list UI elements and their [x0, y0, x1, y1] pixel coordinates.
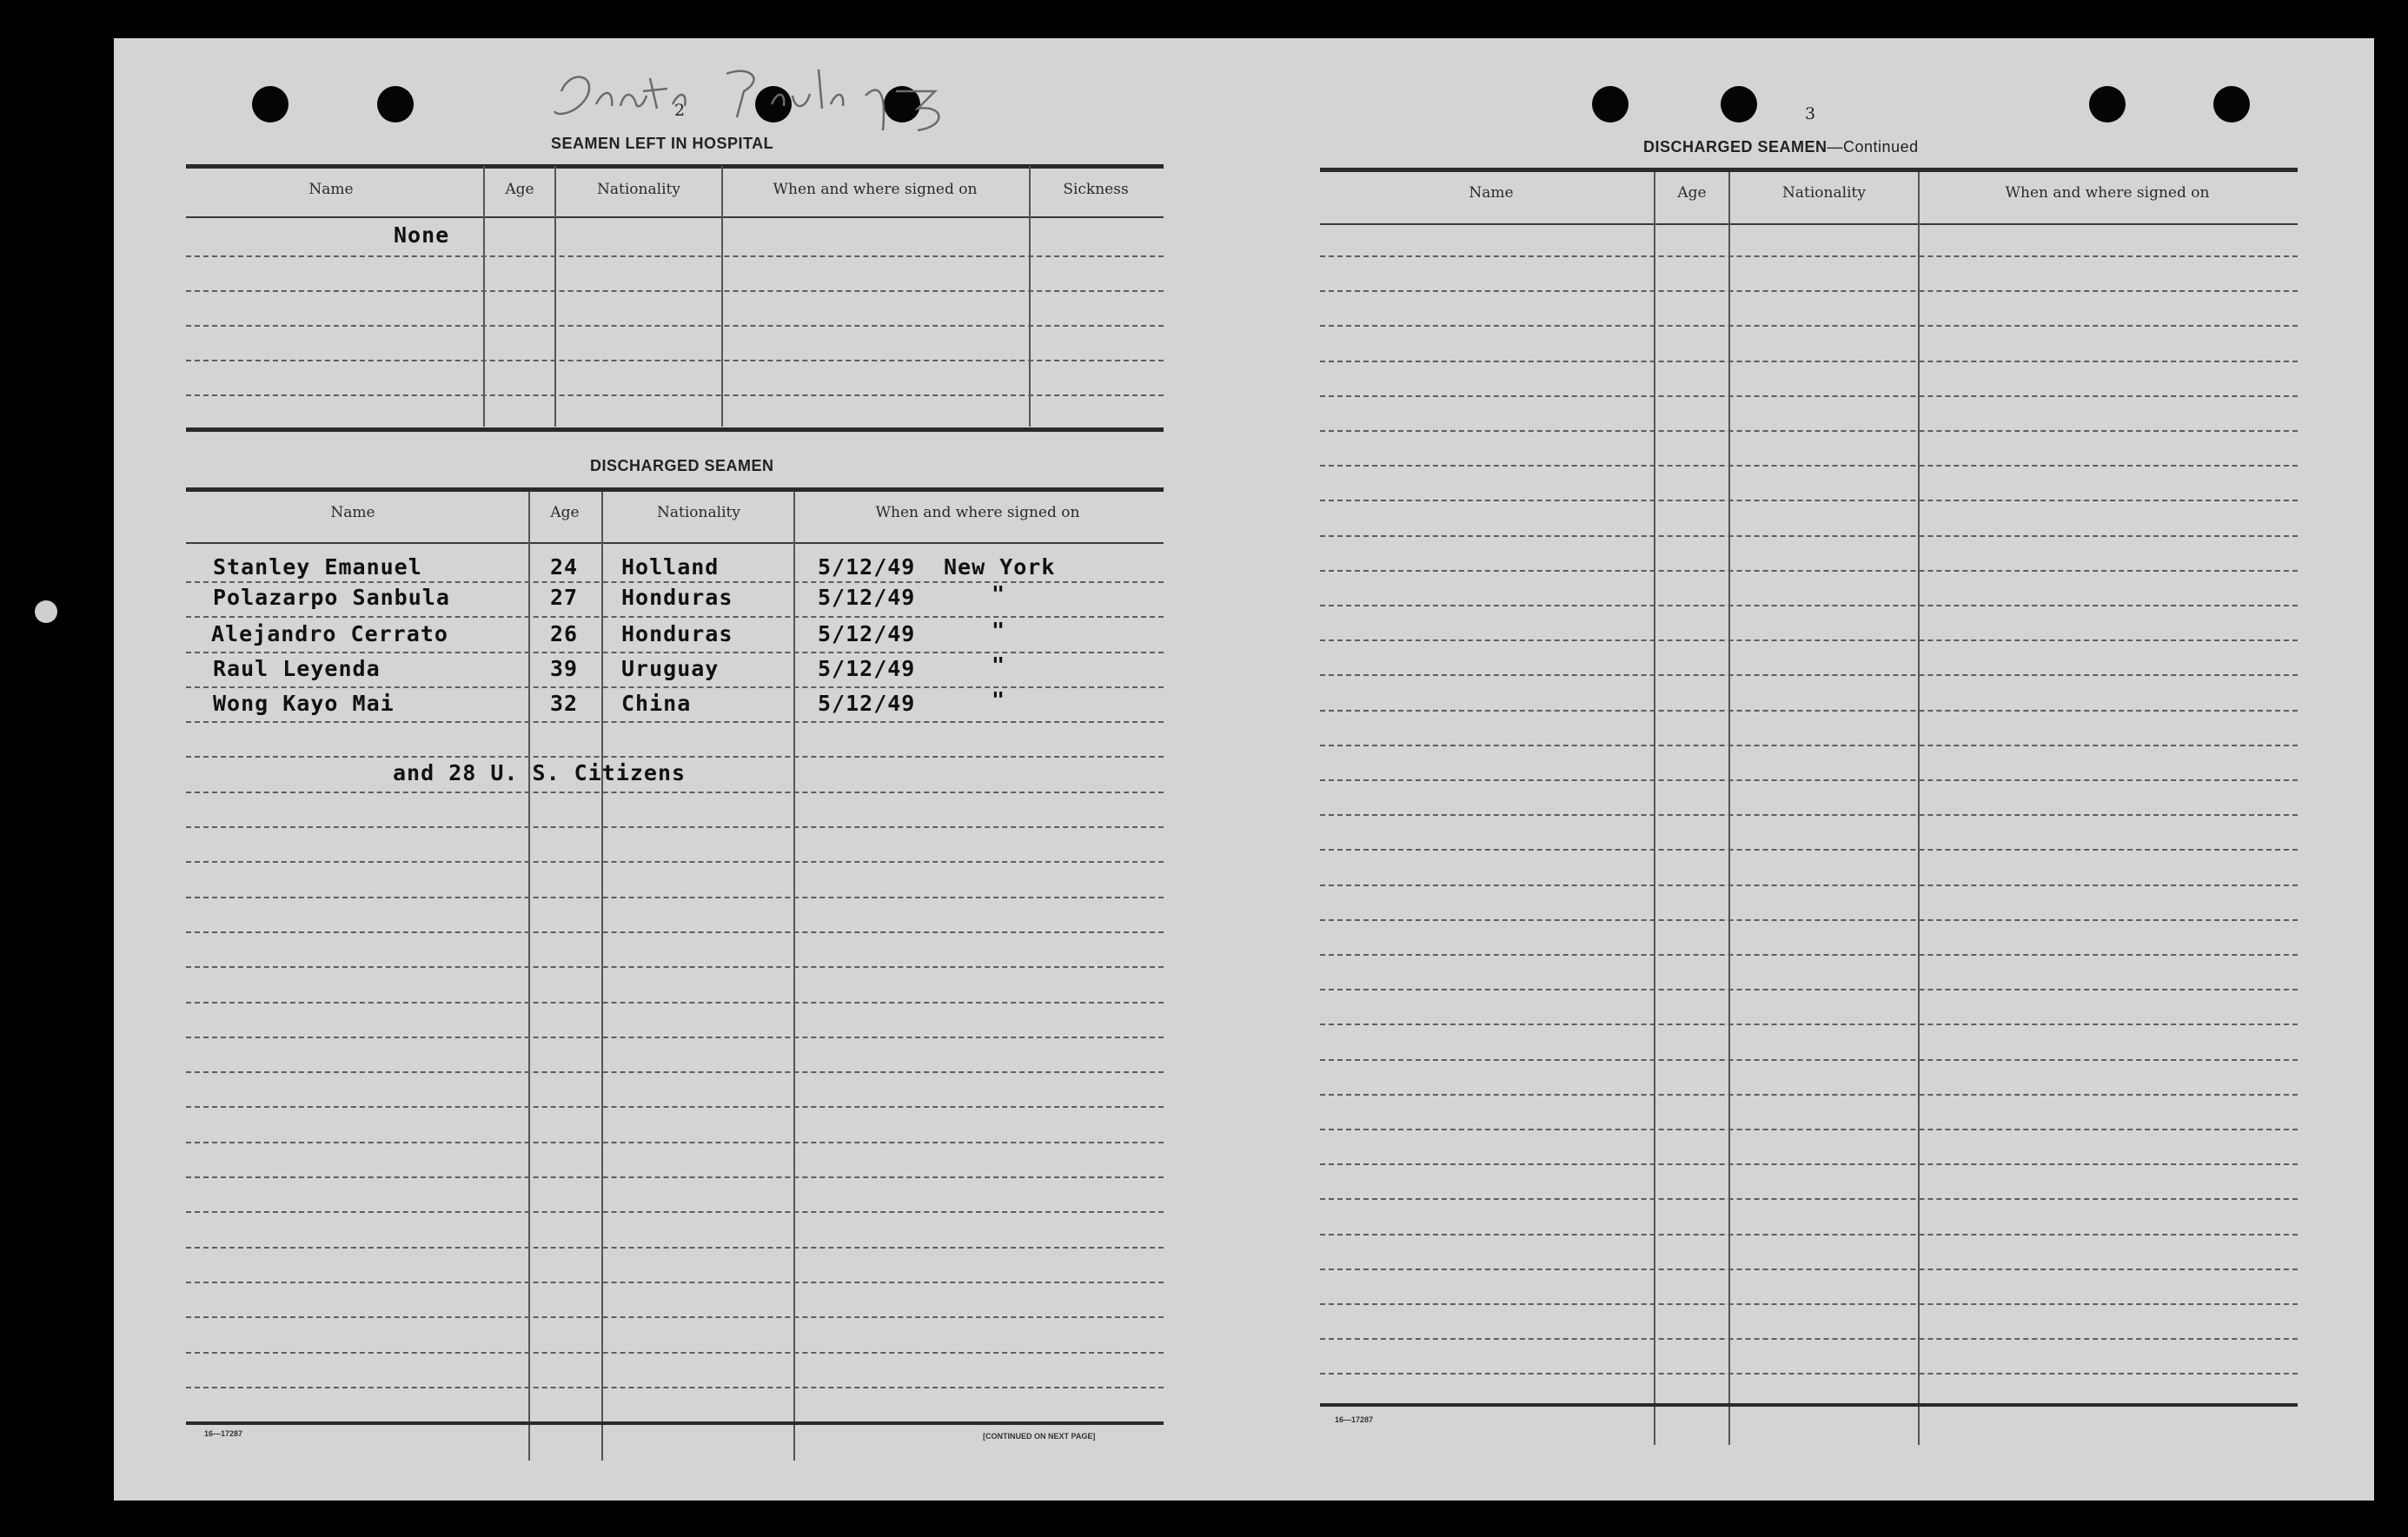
column-header-signed-on: When and where signed on	[875, 504, 1080, 521]
row-line	[1320, 290, 2298, 292]
punch-hole	[1592, 86, 1629, 123]
row-line	[186, 897, 1164, 898]
divider	[186, 487, 1164, 492]
row-line	[186, 394, 1164, 396]
seaman-age: 24	[550, 554, 579, 580]
row-line	[186, 1387, 1164, 1388]
punch-hole	[1721, 86, 1757, 123]
page-number: 3	[1805, 104, 1816, 123]
seaman-signed-date: 5/12/49	[818, 691, 916, 716]
row-line	[1320, 849, 2298, 851]
row-line	[186, 581, 1164, 583]
column-header-nationality: Nationality	[657, 504, 740, 521]
row-line	[1320, 325, 2298, 327]
column-line	[721, 166, 723, 427]
column-line	[601, 492, 603, 1461]
row-line	[186, 861, 1164, 863]
column-header-sickness: Sickness	[1063, 181, 1129, 198]
column-header-age: Age	[1677, 184, 1707, 202]
row-line	[1320, 710, 2298, 712]
seaman-age: 27	[550, 585, 579, 610]
column-header-signed-on: When and where signed on	[2005, 184, 2210, 202]
column-line	[793, 492, 795, 1461]
seaman-signed-place: "	[992, 618, 1006, 643]
punch-hole	[252, 86, 289, 123]
row-line	[186, 931, 1164, 933]
row-line	[186, 360, 1164, 361]
row-line	[186, 966, 1164, 968]
row-line	[186, 1106, 1164, 1108]
row-line	[1320, 1373, 2298, 1375]
row-line	[1320, 1059, 2298, 1061]
seaman-nationality: Uruguay	[621, 656, 720, 681]
row-line	[186, 1211, 1164, 1213]
row-line	[1320, 989, 2298, 990]
seaman-name: Wong Kayo Mai	[213, 691, 395, 716]
seaman-nationality: Holland	[621, 554, 720, 580]
column-header-age: Age	[505, 181, 534, 198]
row-line	[186, 686, 1164, 688]
row-line	[186, 1316, 1164, 1318]
column-line	[1728, 172, 1730, 1445]
row-line	[1320, 1198, 2298, 1200]
column-header-name: Name	[330, 504, 375, 521]
row-line	[186, 721, 1164, 723]
handwritten-annotation	[553, 43, 961, 139]
row-line	[1320, 1094, 2298, 1096]
document-sheet	[114, 38, 2374, 1501]
row-line	[1320, 361, 2298, 362]
column-header-nationality: Nationality	[597, 181, 680, 198]
discharged-section-title: DISCHARGED SEAMEN	[590, 457, 774, 474]
row-line	[186, 1037, 1164, 1038]
row-line	[186, 1352, 1164, 1354]
seaman-age: 26	[550, 621, 579, 646]
row-line	[1320, 1303, 2298, 1305]
row-line	[186, 1176, 1164, 1178]
header-rule	[1320, 223, 2298, 225]
continued-note: [CONTINUED ON NEXT PAGE]	[983, 1432, 1096, 1441]
row-line	[1320, 639, 2298, 641]
row-line	[1320, 500, 2298, 501]
row-line	[186, 290, 1164, 292]
row-line	[1320, 1163, 2298, 1165]
row-line	[1320, 674, 2298, 676]
row-line	[1320, 570, 2298, 572]
seaman-nationality: China	[621, 691, 692, 716]
row-line	[1320, 919, 2298, 921]
seaman-age: 39	[550, 656, 579, 681]
punch-hole	[377, 86, 414, 123]
seaman-name: Polazarpo Sanbula	[213, 585, 450, 610]
seaman-signed-date: 5/12/49	[818, 554, 916, 580]
row-line	[1320, 1338, 2298, 1340]
row-line	[1320, 745, 2298, 746]
punch-hole	[2089, 86, 2126, 123]
row-line	[1320, 779, 2298, 781]
row-line	[186, 325, 1164, 327]
seaman-name: Alejandro Cerrato	[211, 621, 448, 646]
row-line	[1320, 255, 2298, 257]
form-number: 16—17287	[1335, 1415, 1374, 1424]
row-line	[1320, 954, 2298, 956]
title-bold: DISCHARGED SEAMEN	[1643, 138, 1828, 156]
row-line	[1320, 1024, 2298, 1025]
scan-artifact-dot	[35, 600, 57, 623]
row-line	[186, 1142, 1164, 1143]
column-line	[528, 492, 530, 1461]
seaman-age: 32	[550, 691, 579, 716]
divider	[186, 1421, 1164, 1425]
column-line	[483, 166, 485, 427]
row-line	[186, 1247, 1164, 1249]
column-header-signed-on: When and where signed on	[773, 181, 978, 198]
row-line	[186, 616, 1164, 618]
citizens-note: and 28 U. S. Citizens	[393, 760, 687, 785]
row-line	[1320, 605, 2298, 606]
row-line	[1320, 1129, 2298, 1130]
column-header-nationality: Nationality	[1782, 184, 1866, 202]
row-line	[186, 756, 1164, 758]
header-rule	[186, 542, 1164, 544]
row-line	[186, 652, 1164, 653]
row-line	[1320, 395, 2298, 397]
row-line	[186, 826, 1164, 828]
column-header-name: Name	[308, 181, 354, 198]
seaman-signed-place: "	[992, 581, 1006, 606]
row-line	[1320, 1234, 2298, 1236]
row-line	[186, 1002, 1164, 1004]
divider	[186, 164, 1164, 169]
column-line	[1918, 172, 1920, 1445]
seaman-signed-date: 5/12/49	[818, 656, 916, 681]
row-line	[1320, 535, 2298, 537]
column-header-age: Age	[550, 504, 580, 521]
row-line	[1320, 814, 2298, 816]
seaman-nationality: Honduras	[621, 585, 733, 610]
hospital-entry-none: None	[394, 222, 450, 248]
page-number: 2	[674, 101, 686, 120]
header-rule	[186, 216, 1164, 218]
row-line	[1320, 465, 2298, 467]
form-number: 16—17287	[204, 1429, 243, 1438]
seaman-name: Raul Leyenda	[213, 656, 381, 681]
row-line	[1320, 884, 2298, 886]
column-line	[554, 166, 556, 427]
hospital-section-title: SEAMEN LEFT IN HOSPITAL	[551, 135, 774, 152]
seaman-signed-place: New York	[944, 554, 1056, 580]
row-line	[186, 255, 1164, 257]
seaman-nationality: Honduras	[621, 621, 733, 646]
seaman-signed-date: 5/12/49	[818, 621, 916, 646]
seaman-signed-place: "	[992, 687, 1006, 712]
column-line	[1654, 172, 1655, 1445]
divider	[186, 427, 1164, 432]
row-line	[186, 1282, 1164, 1283]
discharged-continued-title	[1643, 138, 1919, 156]
title-continued: —Continued	[1827, 138, 1919, 156]
divider	[1320, 1403, 2298, 1407]
seaman-name: Stanley Emanuel	[213, 554, 422, 580]
row-line	[1320, 430, 2298, 432]
row-line	[1320, 1269, 2298, 1270]
column-line	[1029, 166, 1031, 427]
seaman-signed-place: "	[992, 653, 1006, 678]
column-header-name: Name	[1469, 184, 1514, 202]
punch-hole	[2213, 86, 2250, 123]
row-line	[186, 792, 1164, 793]
row-line	[186, 1071, 1164, 1073]
seaman-signed-date: 5/12/49	[818, 585, 916, 610]
divider	[1320, 168, 2298, 172]
